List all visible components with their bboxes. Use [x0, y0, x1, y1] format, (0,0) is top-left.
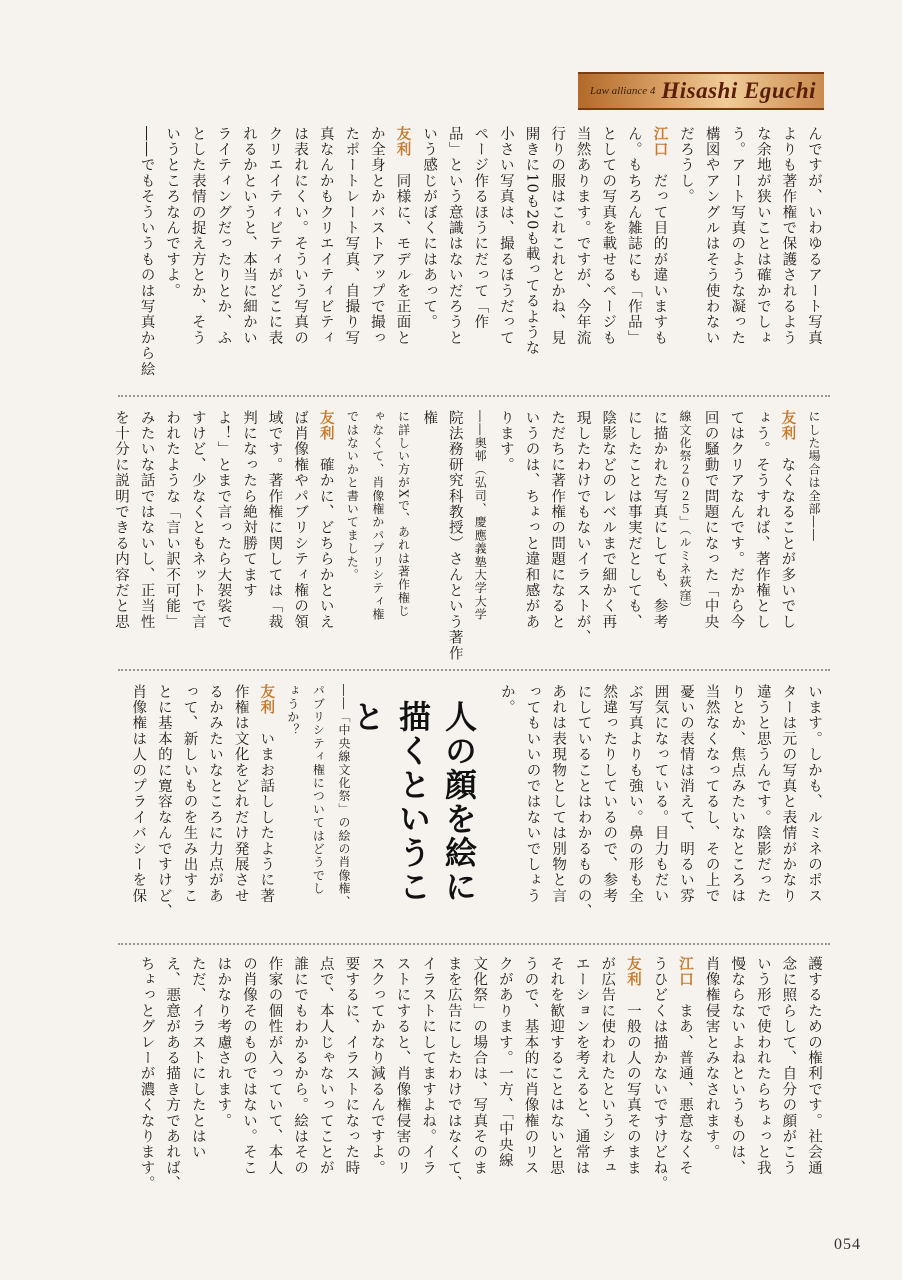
text-line: とに基本的に寛容なんですけど、	[155, 684, 172, 920]
text-line: はかなり考慮されます。	[215, 956, 232, 1129]
text-line: な余地が狭いことは確かでしょ	[754, 126, 771, 346]
text-line: ただちに著作権の問題になると	[549, 410, 566, 630]
speaker-name: 江口	[677, 956, 695, 988]
text-line: 江口 まあ、普通、悪意なくそ	[677, 956, 695, 1176]
text-line: パブリシティ権についてはどうでし	[311, 684, 326, 896]
text-line: よ！」とまで言ったら大袈裟で	[215, 410, 232, 630]
series-name: Hisashi Eguchi	[661, 78, 816, 103]
text-line: ん。もちろん雑誌にも「作品」	[625, 126, 642, 346]
text-line: ゃなくて、肖像権かパブリシティ権	[370, 410, 385, 622]
text-line: 点で、本人じゃないってことが	[317, 956, 334, 1176]
text-line: 慢ならないよねというものは、	[729, 956, 746, 1176]
text-line: たポートレート写真、自撮り写	[343, 126, 360, 346]
text-line: とした表情の捉え方とか、そう	[189, 126, 206, 346]
text-line: ります。	[497, 410, 514, 473]
text-line: 院法務研究科教授）さんという著作権	[421, 410, 463, 662]
text-block-3-right	[486, 684, 826, 936]
text-line: 然違ったりしているので、参考	[601, 684, 618, 904]
text-line: れるかというと、本当に細かい	[240, 126, 257, 346]
text-line: 開きに10も20も載ってるような	[523, 126, 540, 357]
section-headline: 人の顔を絵に 描くということ	[348, 700, 478, 904]
text-block-1	[124, 126, 826, 388]
text-line: います。しかも、ルミネのポス	[806, 684, 822, 904]
text-line: ょう。そうすれば、著作権とし	[753, 410, 770, 630]
text-line: 陰影などのレベルまで細かく再	[600, 410, 617, 630]
text-line: それを歓迎することはないと思	[548, 956, 565, 1176]
text-line: クリエイティビティがどこに表	[266, 126, 283, 346]
text-line: 作家の個性が入っていて、本人	[266, 956, 283, 1176]
text-line: すけど、少なくともネットで言	[189, 410, 206, 630]
text-line: が広告に使われたというシチュ	[599, 956, 616, 1176]
speaker-name: 友利	[258, 684, 276, 716]
text-line: ライティングだったりとか、ふ	[215, 126, 232, 346]
text-line: ちょっとグレーが濃くなります。	[138, 956, 155, 1192]
text-line: 友利 いまお話ししたように著	[258, 684, 276, 904]
text-line: るかみたいなところに力点があ	[207, 684, 224, 904]
text-line: にした場合は全部――	[807, 410, 821, 542]
text-line: う。アート写真のような凝った	[729, 126, 746, 346]
text-line: に詳しい方がXで、あれは著作権じ	[396, 410, 411, 618]
text-block-2	[112, 410, 826, 662]
text-line: エーションを考えると、通常は	[573, 956, 590, 1176]
series-label: Law alliance 4	[589, 85, 656, 97]
text-line: 行りの服はこれこれとかね、見	[549, 126, 566, 346]
text-line: 憂いの表情は消えて、明るい雰	[678, 684, 695, 904]
text-line: 当然あります。ですが、今年流	[574, 126, 591, 346]
text-line: てはクリアなんです。だから今	[728, 410, 745, 630]
text-line: いう感じがぼくにはあって。	[421, 126, 438, 331]
text-line: ――「中央線文化祭」の絵の肖像権、	[337, 684, 351, 909]
text-line: クがあります。一方、「中央線	[496, 956, 513, 1169]
text-line: ページ作るほうにだって「作	[472, 126, 489, 331]
text-line: ってもいいのではないでしょう	[524, 684, 541, 904]
text-line: 友利 同様に、モデルを正面と	[394, 126, 412, 346]
text-line: 判になったら絶対勝てます	[240, 410, 257, 599]
text-line: んですが、いわゆるアート写真	[806, 126, 822, 346]
section-divider-2	[118, 669, 830, 671]
text-line: 現したわけでもないイラストが、	[574, 410, 591, 646]
text-line: 違うと思うんです。陰影だった	[754, 684, 771, 904]
text-line: イラストにしてますよね。イラ	[420, 956, 437, 1176]
text-block-3-left	[124, 684, 356, 936]
text-line: われたような「言い訳不可能」	[164, 410, 181, 630]
speaker-name: 友利	[317, 410, 335, 442]
text-line: 真なんかもクリエイティビティ	[317, 126, 334, 346]
text-line: いう形で使われたらちょっと我	[754, 956, 771, 1176]
text-line: か。	[498, 684, 515, 716]
speaker-name: 友利	[394, 126, 412, 158]
text-line: 友利 なくなることが多いでし	[779, 410, 797, 630]
text-line: ば肖像権やパブリシティ権の領	[292, 410, 309, 630]
text-line: みたいな話ではないし、正当性	[138, 410, 155, 630]
section-divider-1	[118, 395, 830, 397]
text-line: 品」という意識はないだろうと	[446, 126, 463, 346]
text-line: を十分に説明できる内容だと思	[112, 410, 129, 630]
text-line: 回の騒動で問題になった「中央	[702, 410, 719, 630]
text-line: にしたことは事実だとしても、	[625, 410, 642, 630]
text-line: ょうか？	[285, 684, 300, 737]
text-line: 文化祭」の場合は、写真そのま	[471, 956, 488, 1176]
speaker-name: 友利	[779, 410, 797, 442]
text-line: りとか、焦点みたいなところは	[729, 684, 746, 904]
text-line: 肖像権は人のプライバシーを保	[130, 684, 147, 904]
text-line: スクってかなり減るんですよ。	[368, 956, 385, 1176]
text-line: 誰にでもわかるから。絵はその	[292, 956, 309, 1176]
text-line: に描かれた写真にしても、参考	[651, 410, 668, 630]
text-line: は表れにくい。そういう写真の	[292, 126, 309, 346]
text-line: え、悪意がある描き方であれば、	[164, 956, 181, 1192]
text-line: って、新しいものを生み出すこ	[181, 684, 198, 904]
text-line: 作権は文化をどれだけ発展させ	[232, 684, 249, 904]
text-line: あれは表現物としては別物と言	[550, 684, 567, 904]
text-line: 域です。著作権に関しては「裁	[266, 410, 283, 630]
text-line: 構図やアングルはそう使わない	[703, 126, 720, 346]
text-line: か全身とかバストアップで撮っ	[368, 126, 385, 346]
text-line: ただ、イラストにしたとはい	[189, 956, 206, 1161]
text-line: ターは元の写真と表情がかなり	[780, 684, 797, 904]
text-line: ――でもそういうものは写真から絵	[138, 126, 155, 378]
text-line: うひどくは描かないですけどね。	[651, 956, 668, 1192]
speaker-name: 友利	[624, 956, 642, 988]
text-line: ではないかと書いてました。	[345, 410, 360, 582]
text-line: 護するための権利です。社会通	[806, 956, 822, 1176]
text-line: の肖像そのものではない。そこ	[240, 956, 257, 1176]
text-line: よりも著作権で保護されるよう	[780, 126, 797, 346]
text-line: いうのは、ちょっと違和感があ	[523, 410, 540, 630]
text-line: 友利 確かに、どちらかといえ	[317, 410, 335, 630]
page-number: 054	[834, 1236, 861, 1253]
text-line: ぶ写真よりも強い。鼻の形も全	[626, 684, 643, 904]
text-line: だろうし。	[678, 126, 695, 205]
text-line: としての写真を載せるページも	[600, 126, 617, 346]
text-line: 要するに、イラストになった時	[343, 956, 360, 1176]
text-line: まを広告にしたわけではなくて、	[445, 956, 462, 1192]
text-line: 当然なくなってるし、その上で	[703, 684, 720, 904]
text-line: 肖像権侵害とみなされます。	[703, 956, 720, 1161]
text-line: うので、基本的に肖像権のリス	[522, 956, 539, 1176]
text-block-4	[124, 956, 826, 1218]
text-line: 線文化祭２０２５」（ルミネ荻窪）	[678, 410, 693, 616]
speaker-name: 江口	[651, 126, 669, 158]
text-line: にしていることはわかるものの、	[575, 684, 592, 920]
text-line: 友利 一般の人の写真そのまま	[624, 956, 642, 1176]
text-line: 江口 だって目的が違いますも	[651, 126, 669, 346]
series-banner	[578, 72, 824, 110]
text-line: いうところなんですよ。	[164, 126, 181, 299]
text-line: 囲気になっている。目力もだい	[652, 684, 669, 904]
text-line: 小さい写真は、撮るほうだって	[497, 126, 514, 346]
text-line: 念に照らして、自分の顔がこう	[780, 956, 797, 1176]
text-line: ストにすると、肖像権侵害のリ	[394, 956, 411, 1176]
section-divider-3	[118, 943, 830, 945]
text-line: ――奥邨（弘司、慶應義塾大学大学	[473, 410, 488, 622]
